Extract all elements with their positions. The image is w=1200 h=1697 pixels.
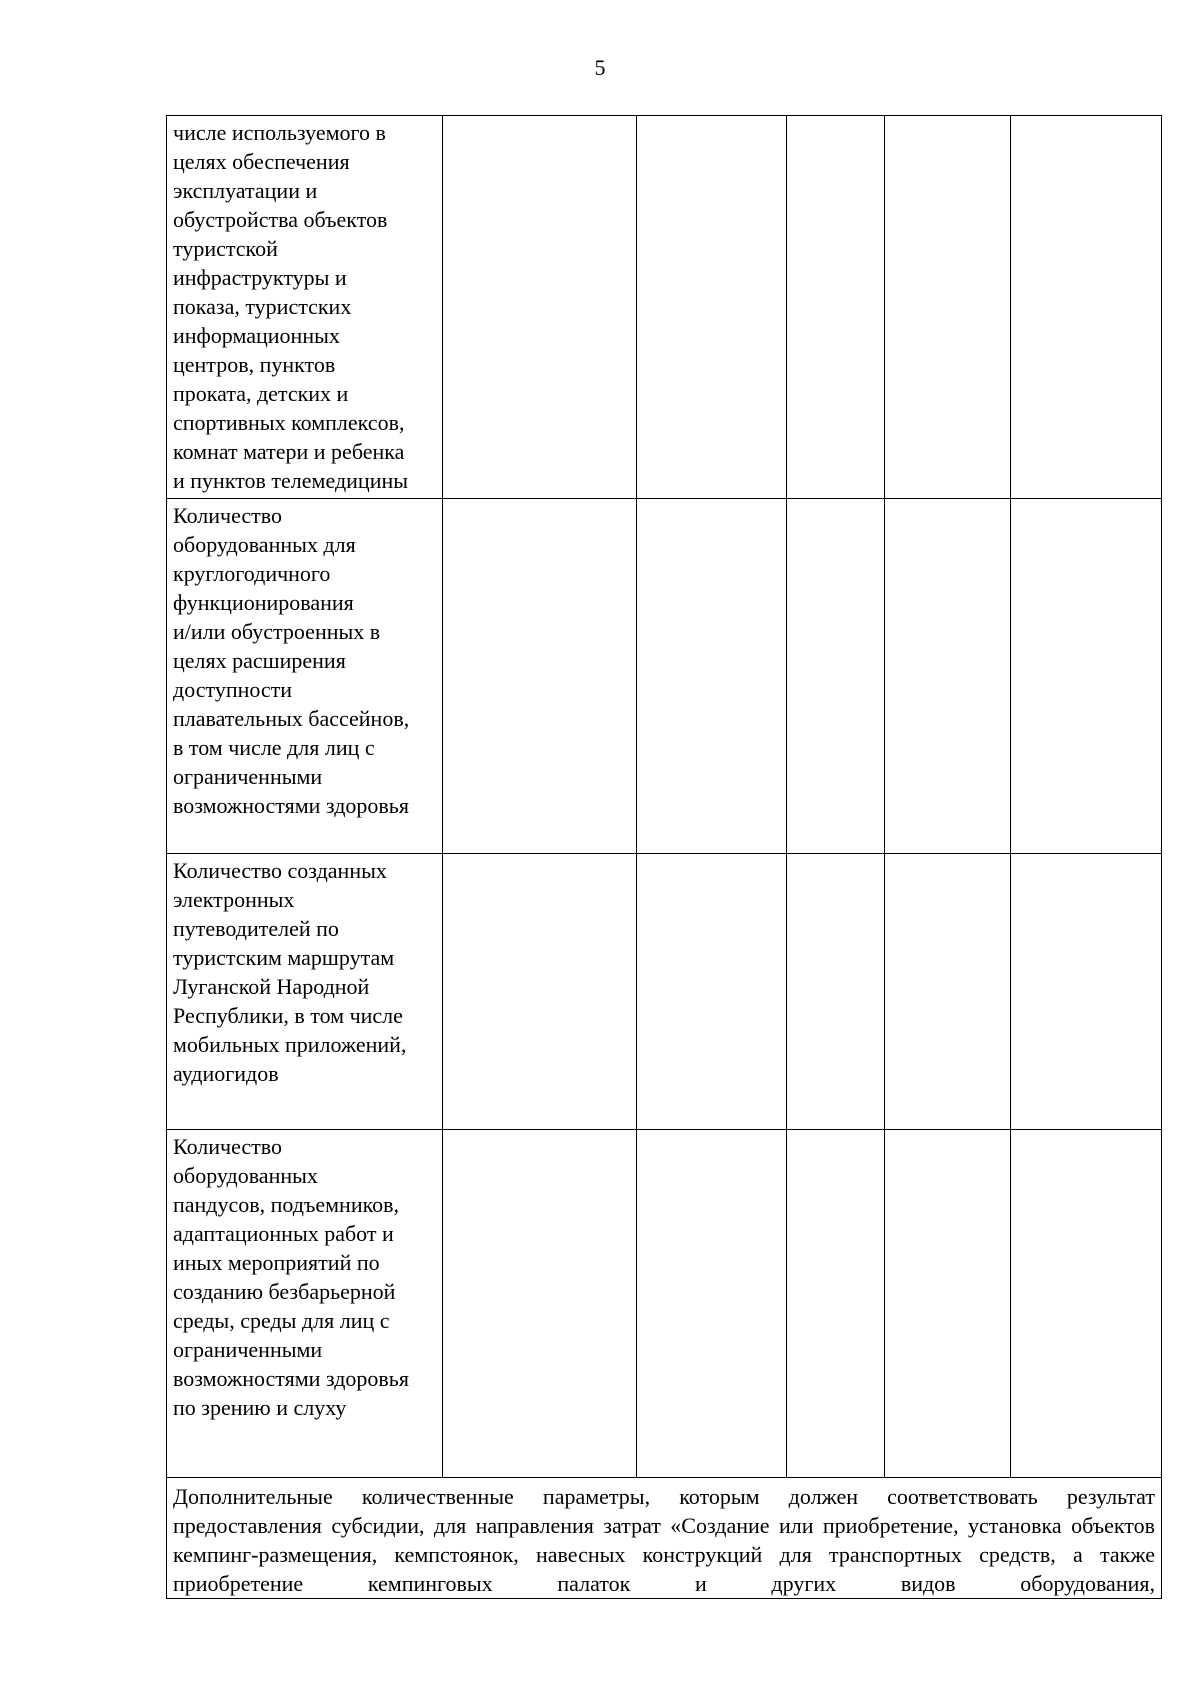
empty-cell	[885, 116, 1011, 499]
empty-cell	[443, 116, 637, 499]
empty-cell	[443, 1130, 637, 1478]
indicators-table	[166, 115, 1162, 1599]
table-row	[167, 1130, 1162, 1478]
table-row	[167, 499, 1162, 854]
additional-parameters-text: Дополнительные количественные параметры, которым должен соответствовать результат предоставления субсидии, для направления затрат «Создание или приобретение, установка объектов кемпинг-размещения, кемпстоянок, навесных конструкций для транспортных средств, а также приобретение кемпинговых палаток и других видов оборудования,	[167, 1478, 1162, 1599]
row-label-cell: Количество оборудованных пандусов, подъемников, адаптационных работ и иных мероприятий по созданию безбарьерной среды, среды для лиц с ограниченными возможностями здоровья по зрению и слуху	[167, 1130, 443, 1478]
empty-cell	[1011, 854, 1162, 1130]
empty-cell	[637, 116, 787, 499]
empty-cell	[787, 116, 885, 499]
row-label-cell: числе используемого в целях обеспечения эксплуатации и обустройства объектов туристской инфраструктуры и показа, туристских информационных центров, пунктов проката, детских и спортивных комплексов, комнат матери и ребенка и пунктов телемедицины	[167, 116, 443, 499]
empty-cell	[443, 854, 637, 1130]
empty-cell	[637, 854, 787, 1130]
empty-cell	[885, 854, 1011, 1130]
empty-cell	[787, 1130, 885, 1478]
empty-cell	[443, 499, 637, 854]
empty-cell	[1011, 499, 1162, 854]
row-label-cell: Количество созданных электронных путеводителей по туристским маршрутам Луганской Народной Республики, в том числе мобильных приложений, аудиогидов	[167, 854, 443, 1130]
empty-cell	[637, 499, 787, 854]
empty-cell	[1011, 1130, 1162, 1478]
empty-cell	[1011, 116, 1162, 499]
table-row	[167, 1478, 1162, 1599]
empty-cell	[637, 1130, 787, 1478]
empty-cell	[787, 499, 885, 854]
empty-cell	[787, 854, 885, 1130]
empty-cell	[885, 1130, 1011, 1478]
row-label-cell: Количество оборудованных для круглогодичного функционирования и/или обустроенных в целях расширения доступности плавательных бассейнов, в том числе для лиц с ограниченными возможностями здоровья	[167, 499, 443, 854]
table-row	[167, 116, 1162, 499]
page-number: 5	[594, 55, 606, 80]
empty-cell	[885, 499, 1011, 854]
table-row	[167, 854, 1162, 1130]
